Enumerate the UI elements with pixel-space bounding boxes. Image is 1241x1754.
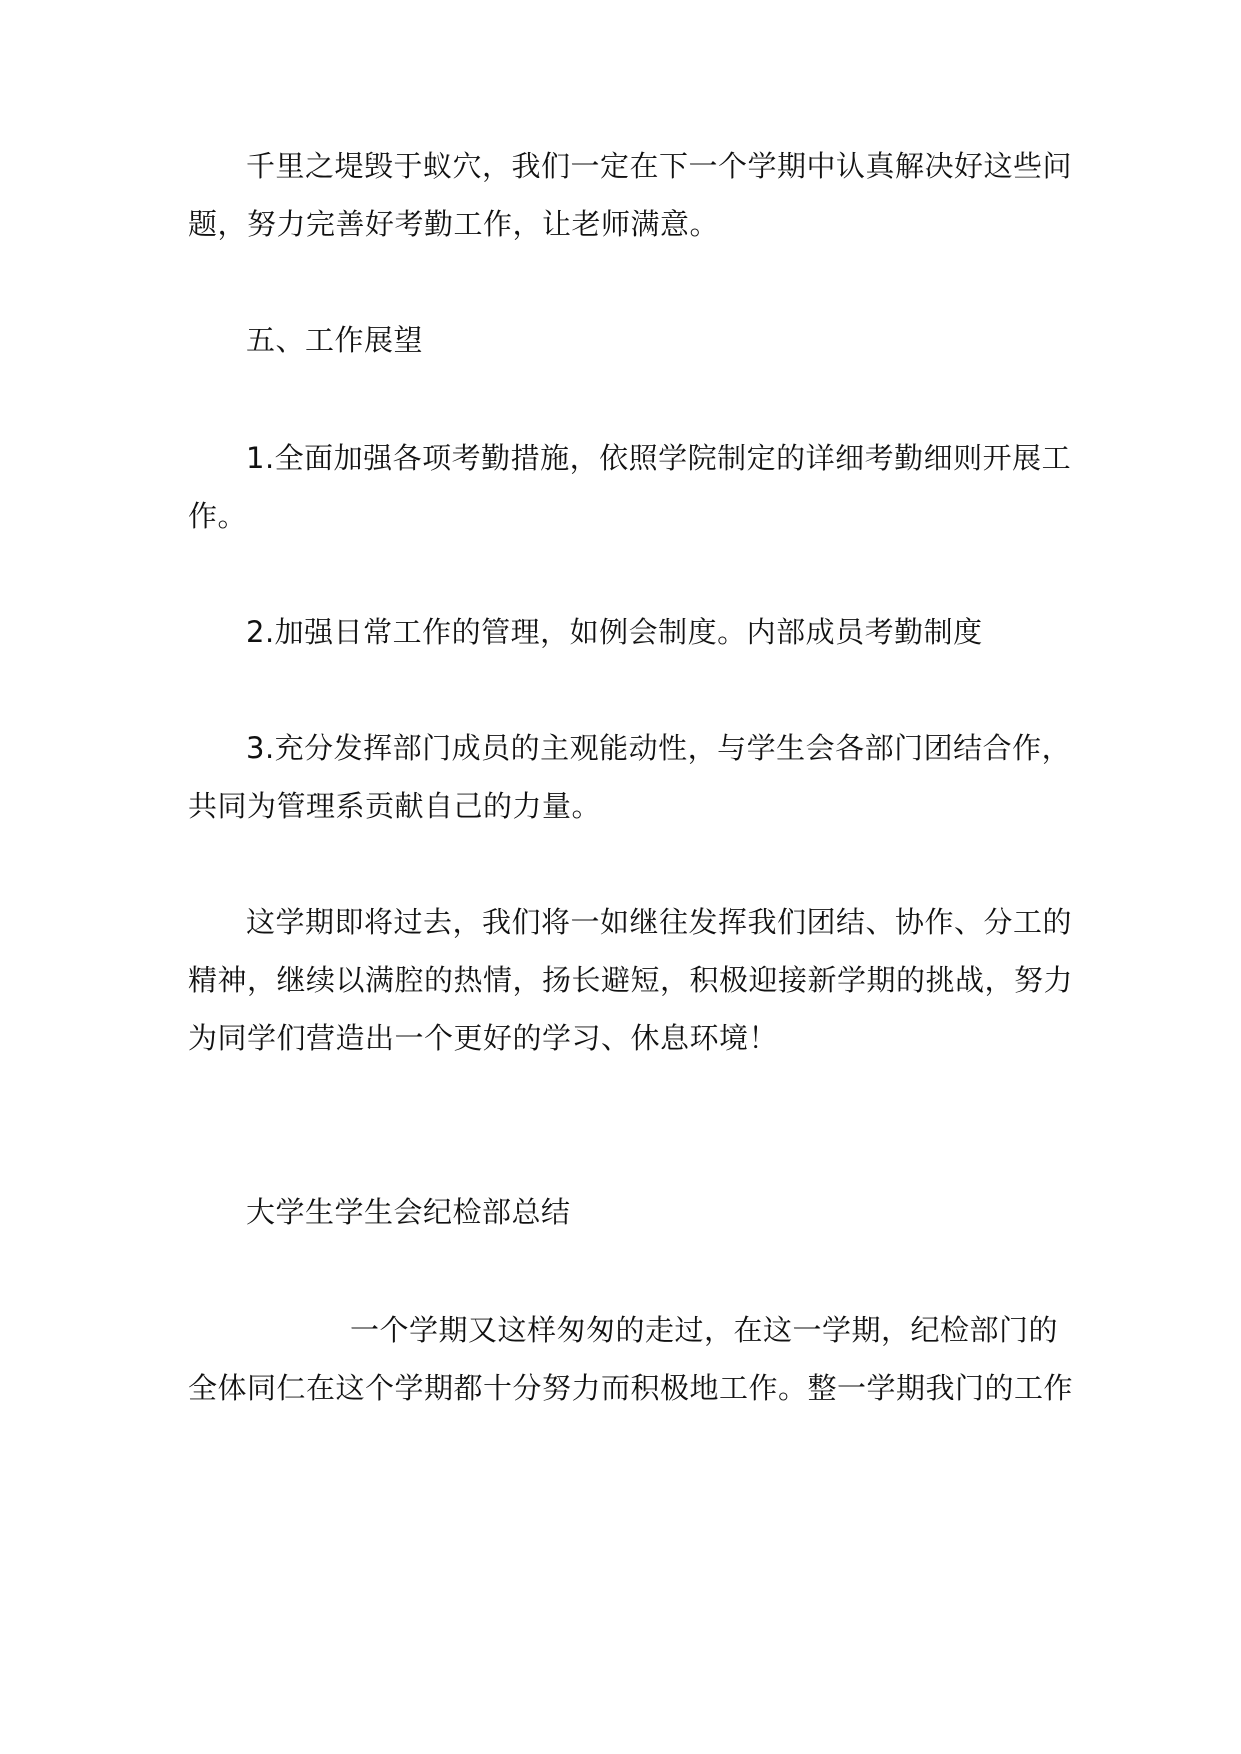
paragraph-line: 题，努力完善好考勤工作，让老师满意。 bbox=[188, 207, 720, 241]
paragraph-line: 精神，继续以满腔的热情，扬长避短，积极迎接新学期的挑战，努力 bbox=[188, 963, 1074, 997]
paragraph-line: 千里之堤毁于蚁穴，我们一定在下一个学期中认真解决好这些问 bbox=[246, 149, 1073, 183]
list-item-line: 1.全面加强各项考勤措施，依照学院制定的详细考勤细则开展工 bbox=[246, 441, 1072, 475]
list-item-line: 共同为管理系贡献自己的力量。 bbox=[188, 789, 602, 823]
paragraph-line: 一个学期又这样匆匆的走过，在这一学期，纪检部门的 bbox=[350, 1313, 1059, 1347]
list-item-line: 3.充分发挥部门成员的主观能动性，与学生会各部门团结合作， bbox=[246, 731, 1072, 765]
list-item-line: 作。 bbox=[188, 499, 248, 533]
paragraph-line: 全体同仁在这个学期都十分努力而积极地工作。整一学期我门的工作 bbox=[188, 1371, 1074, 1405]
paragraph-line: 这学期即将过去，我们将一如继往发挥我们团结、协作、分工的 bbox=[246, 905, 1073, 939]
list-item-line: 2.加强日常工作的管理，如例会制度。内部成员考勤制度 bbox=[246, 615, 983, 649]
paragraph-line: 为同学们营造出一个更好的学习、休息环境！ bbox=[188, 1021, 779, 1055]
section-heading: 五、工作展望 bbox=[246, 323, 424, 357]
section-title: 大学生学生会纪检部总结 bbox=[246, 1195, 571, 1229]
